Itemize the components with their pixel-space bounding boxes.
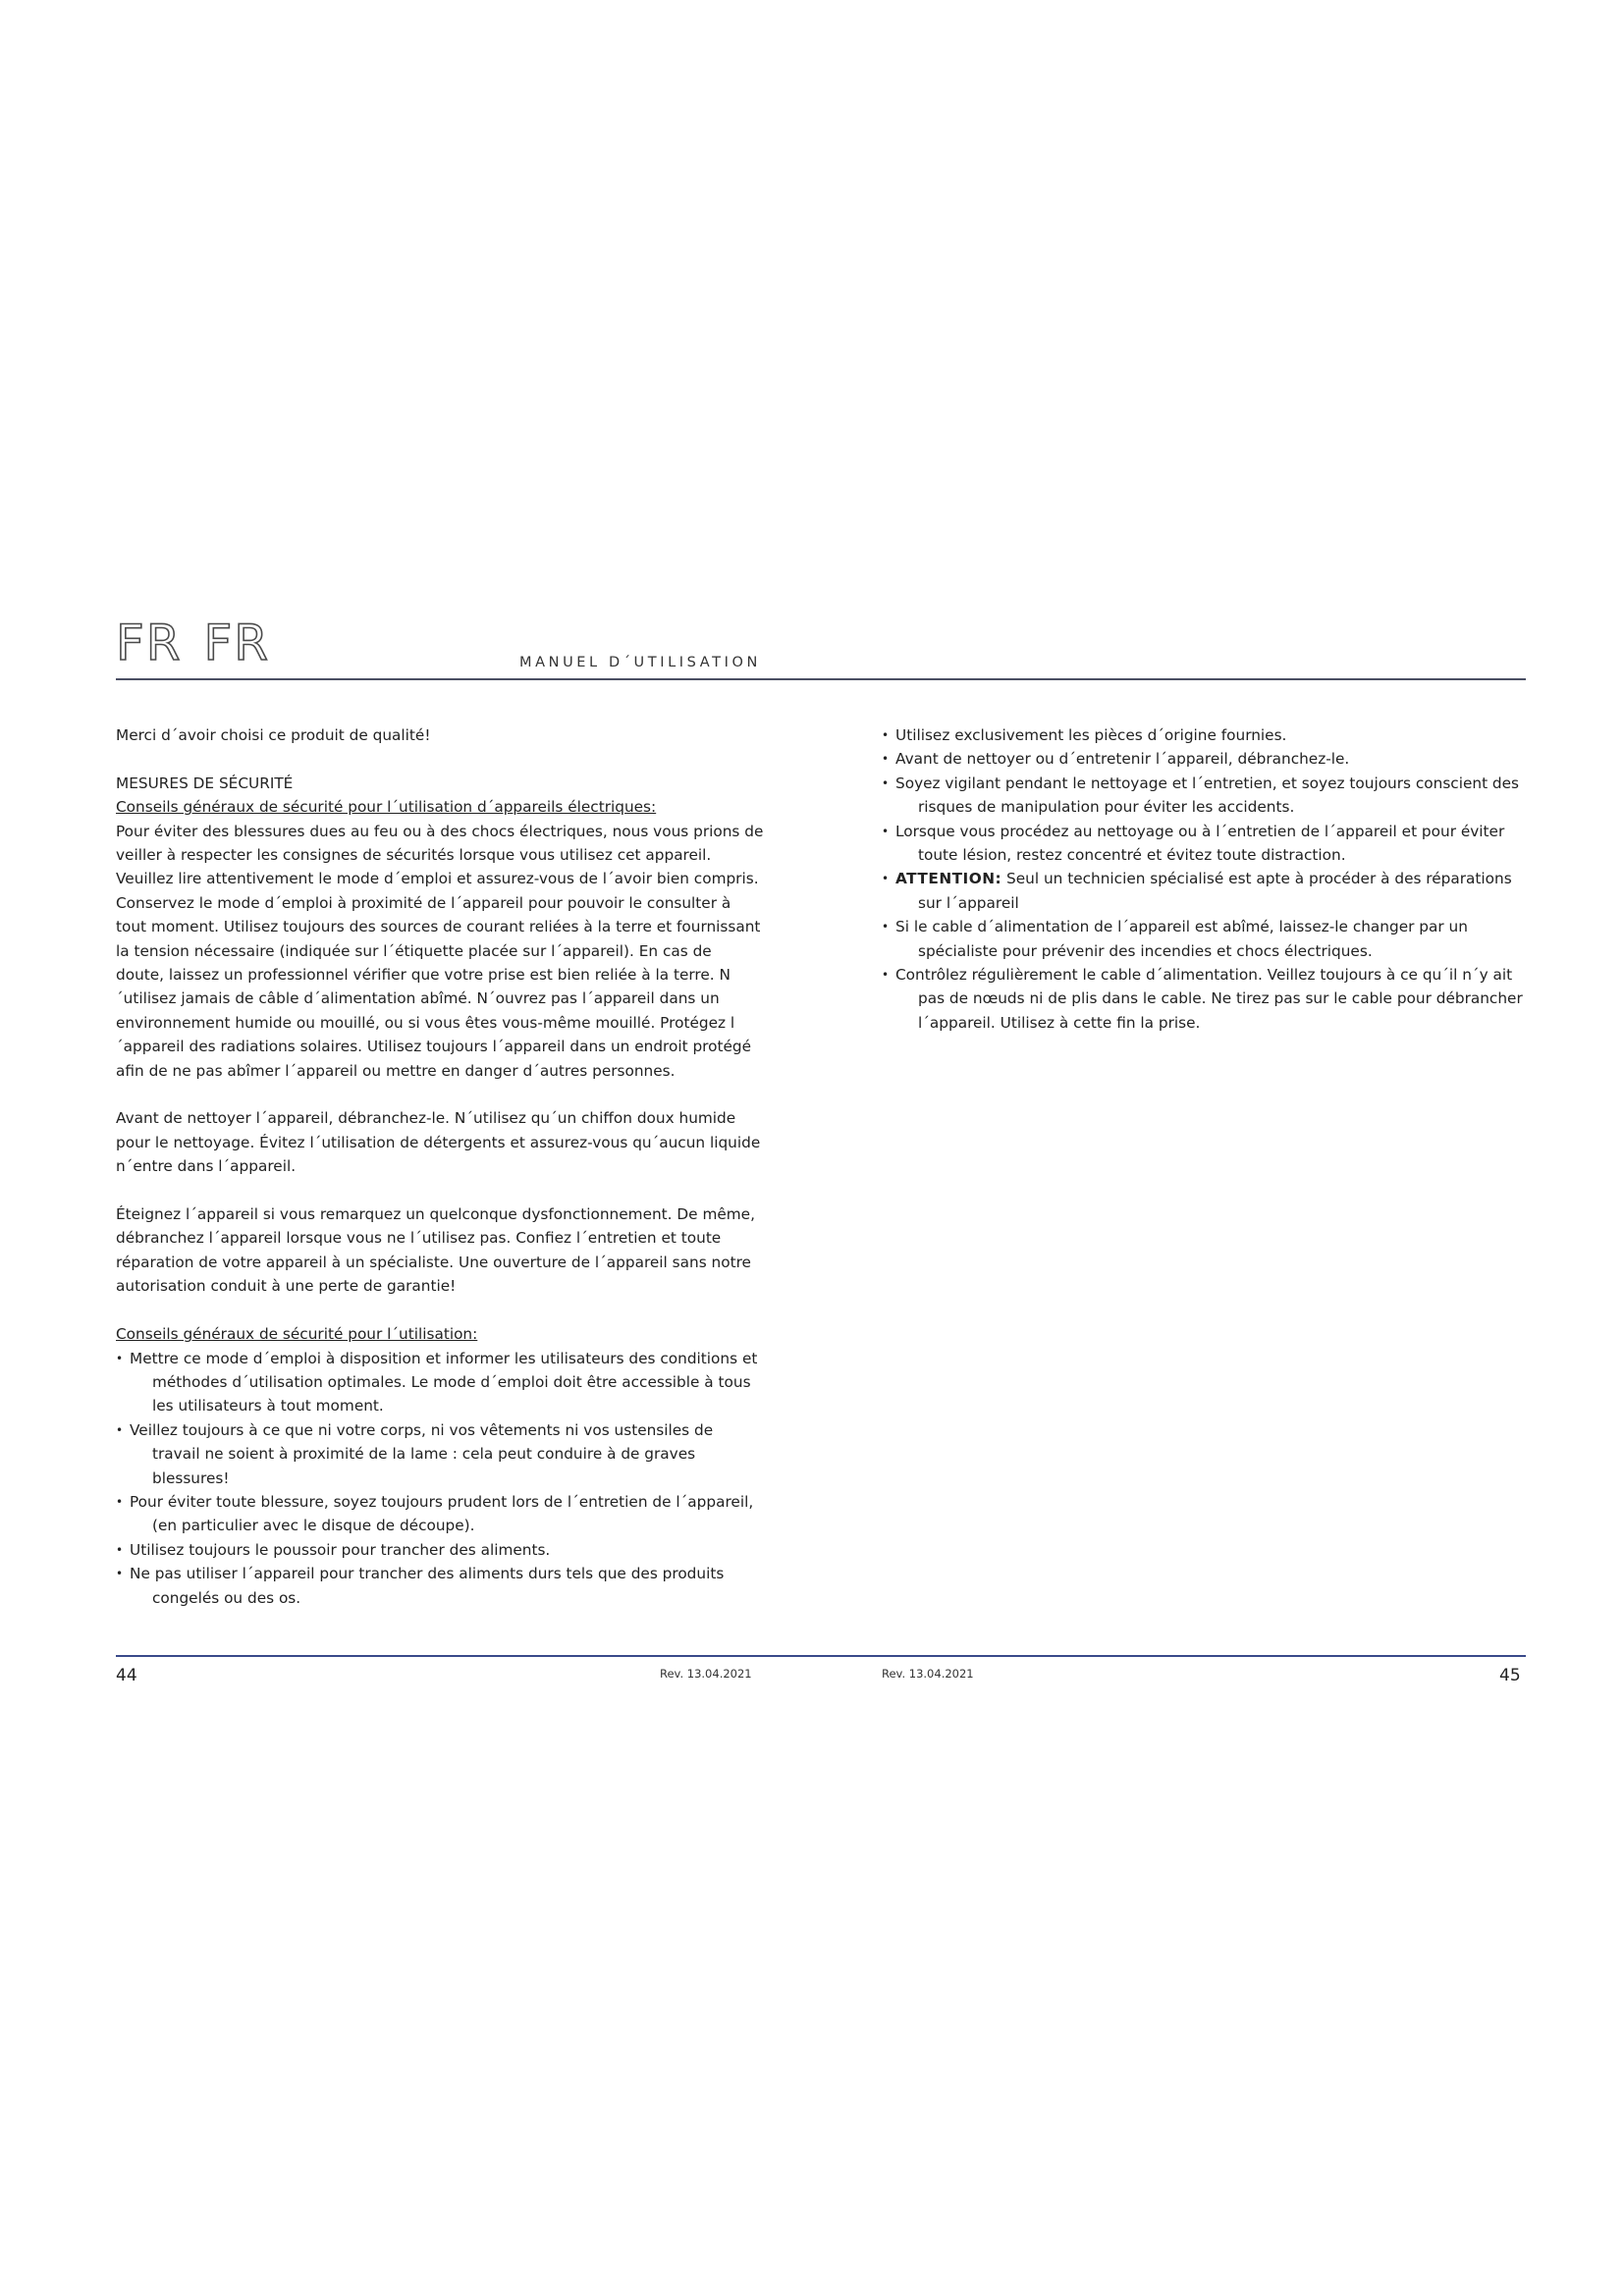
list-item: • Si le cable d´alimentation de l´appareil est abîmé, laissez-le changer par un spécialiste pour prévenir des incendies et chocs électriques. [882, 915, 1530, 963]
list-item: • Contrôlez régulièrement le cable d´alimentation. Veillez toujours à ce qu´il n´y ait pas de nœuds ni de plis dans le cable. Ne tirez pas sur le cable pour débrancher l´appareil. Utilisez à cette fin la prise. [882, 963, 1530, 1035]
list-item: • Utilisez exclusivement les pièces d´origine fournies. [882, 723, 1530, 747]
usage-bullet-list [116, 1347, 764, 1610]
list-item: • Avant de nettoyer ou d´entretenir l´appareil, débranchez-le. [882, 747, 1530, 771]
safety-title: MESURES DE SÉCURITÉ [116, 774, 294, 792]
footer-divider [116, 1655, 1526, 1657]
thanks-text: Merci d´avoir choisi ce produit de qualité! [116, 726, 431, 744]
page-number-left: 44 [116, 1666, 137, 1685]
attention-text: Seul un technicien spécialisé est apte à procéder à des réparations sur l´appareil [918, 870, 1512, 912]
safety-paragraph-1: Pour éviter des blessures dues au feu ou à des chocs électriques, nous vous prions de veiller à respecter les consignes de sécurités lorsque vous utilisez cet appareil. Veuillez lire attentivement le mode d´emploi et assurez-vous de l´avoir bien compris. Conservez le mode d´emploi à proximité de l´appareil pour pouvoir le consulter à tout moment. Utilisez toujours des sources de courant reliées à la terre et fournissant la tension nécessaire (indiquée sur l´étiquette placée sur l´appareil). En cas de doute, laissez un professionnel vérifier que votre prise est bien reliée à la terre. N´utilisez jamais de câble d´alimentation abîmé. N´ouvrez pas l´appareil dans un environnement humide ou mouillé, ou si vous êtes vous-même mouillé. Protégez l´appareil des radiations solaires. Utilisez toujours l´appareil dans un endroit protégé afin de ne pas abîmer l´appareil ou mettre en danger d´autres personnes. [116, 822, 764, 1080]
header-divider [116, 678, 1526, 680]
attention-label: ATTENTION: [895, 870, 1002, 888]
safety-paragraph-3: Éteignez l´appareil si vous remarquez un quelconque dysfonctionnement. De même, débranchez l´appareil lorsque vous ne l´utilisez pas. Confiez l´entretien et toute réparation de votre appareil à un spécialiste. Une ouverture de l´appareil sans notre autorisation conduit à une perte de garantie! [116, 1205, 755, 1296]
list-item: • Ne pas utiliser l´appareil pour trancher des aliments durs tels que des produits congelés ou des os. [116, 1562, 764, 1610]
list-item: • Veillez toujours à ce que ni votre corps, ni vos vêtements ni vos ustensiles de travail ne soient à proximité de la lame : cela peut conduire à de graves blessures! [116, 1418, 764, 1490]
general-electric-heading: Conseils généraux de sécurité pour l´utilisation d´appareils électriques: [116, 798, 657, 817]
language-code-header [116, 614, 292, 671]
list-item: • Utilisez toujours le poussoir pour trancher des aliments. [116, 1538, 764, 1562]
list-item: • Lorsque vous procédez au nettoyage ou à l´entretien de l´appareil et pour éviter toute lésion, restez concentré et évitez toute distraction. [882, 820, 1530, 868]
maintenance-bullet-list [882, 723, 1530, 1035]
left-column [116, 723, 764, 1610]
language-code-right: FR [203, 614, 271, 671]
attention-item [882, 867, 1530, 915]
revision-left: Rev. 13.04.2021 [660, 1667, 752, 1681]
right-column [882, 723, 1530, 1035]
list-item: • Pour éviter toute blessure, soyez toujours prudent lors de l´entretien de l´appareil, (en particulier avec le disque de découpe). [116, 1490, 764, 1538]
safety-paragraph-2: Avant de nettoyer l´appareil, débranchez-le. N´utilisez qu´un chiffon doux humide pour le nettoyage. Évitez l´utilisation de détergents et assurez-vous qu´aucun liquide n´entre dans l´appareil. [116, 1109, 761, 1176]
revision-right: Rev. 13.04.2021 [882, 1667, 974, 1681]
list-item: • Mettre ce mode d´emploi à disposition et informer les utilisateurs des conditions et méthodes d´utilisation optimales. Le mode d´emploi doit être accessible à tous les utilisateurs à tout moment. [116, 1347, 764, 1418]
list-item: • Soyez vigilant pendant le nettoyage et l´entretien, et soyez toujours conscient des risques de manipulation pour éviter les accidents. [882, 772, 1530, 820]
page-number-right: 45 [1499, 1666, 1521, 1685]
language-code-left: FR [116, 614, 183, 671]
general-use-heading: Conseils généraux de sécurité pour l´utilisation: [116, 1325, 478, 1344]
manual-title: MANUEL D´UTILISATION [519, 655, 761, 670]
